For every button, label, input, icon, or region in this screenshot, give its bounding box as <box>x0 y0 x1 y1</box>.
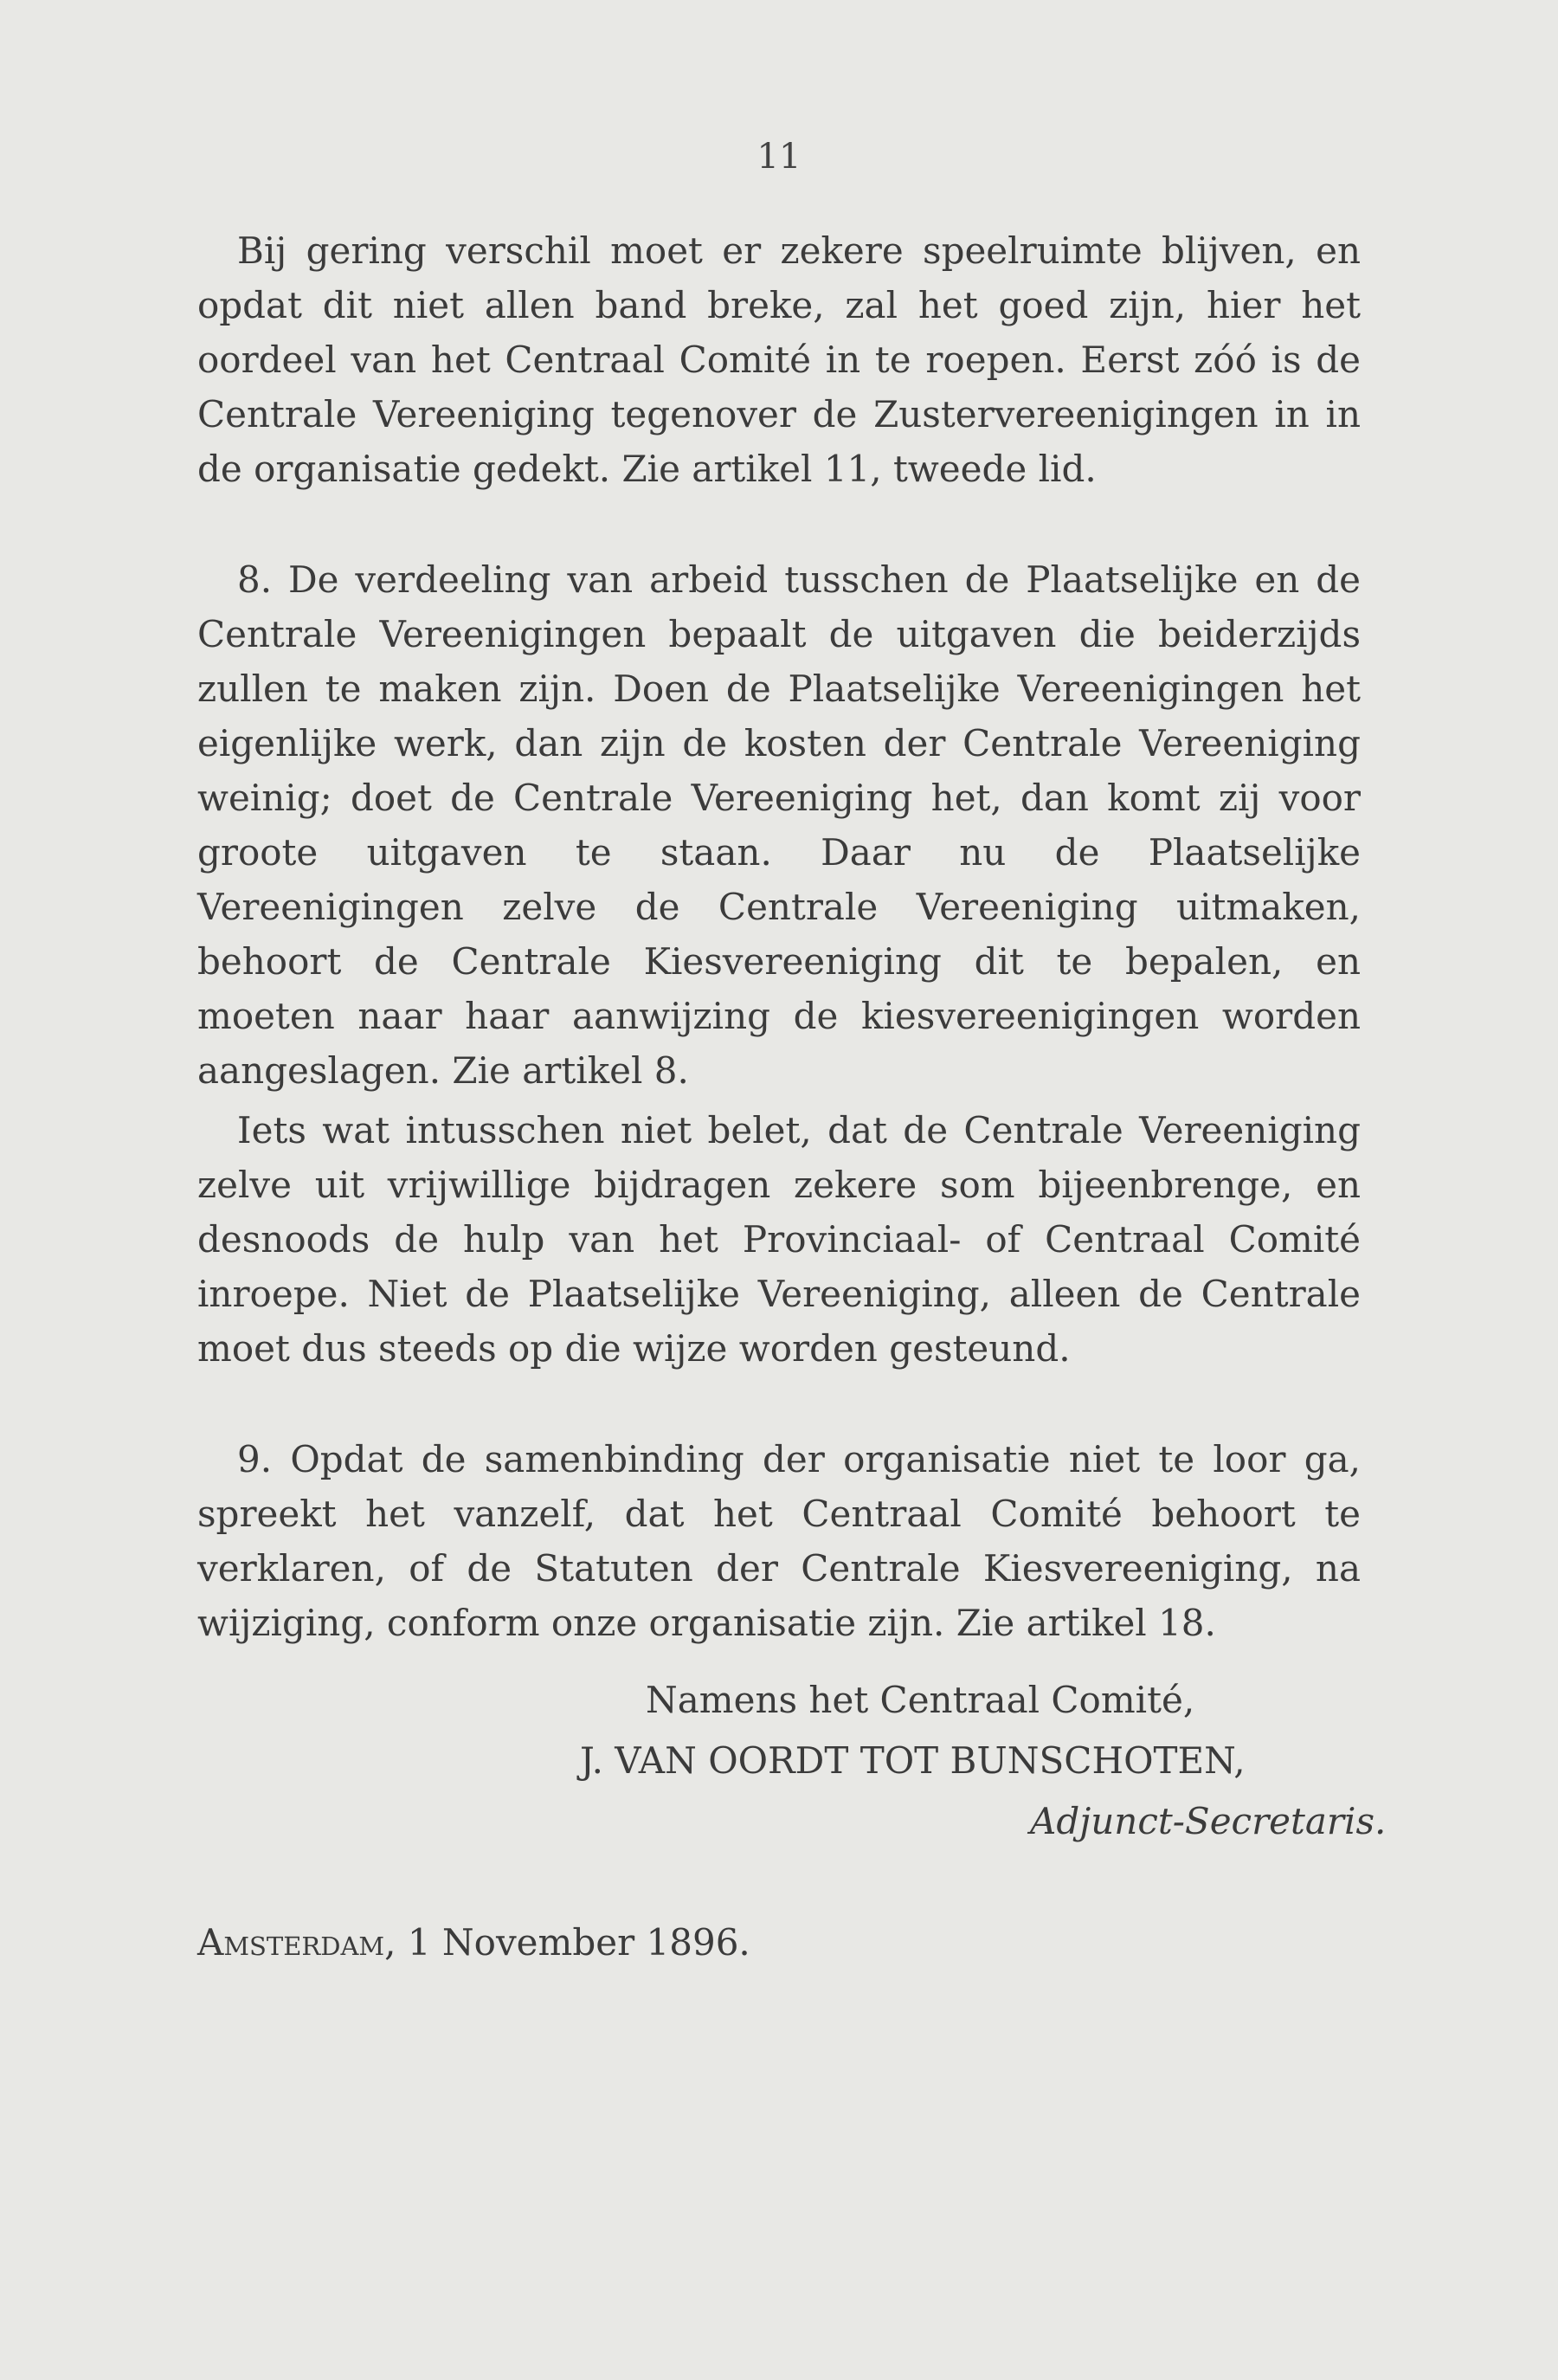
paragraph-2-block <box>197 552 1361 1098</box>
dateline-date: 1 November 1896. <box>407 1921 750 1964</box>
paragraph-4: 9. Opdat de samenbinding der organisatie niet te loor ga, spreekt het vanzelf, dat het Centraal Comité behoort te verklaren, of de Statuten der Centrale Kiesvereeniging, na wijziging, conform onze organisatie zijn. Zie artikel 18. <box>197 1438 1361 1644</box>
signature-on-behalf: Namens het Centraal Comité, <box>646 1679 1195 1721</box>
paragraph-3-block <box>197 1103 1361 1376</box>
paragraph-1: Bij gering verschil moet er zekere speelruimte blijven, en opdat dit niet allen band breke, zal het goed zijn, hier het oordeel van het Centraal Comité in te roepen. Eerst zóó is de Centrale Vereeniging tegenover de Zustervereenigingen in in de organisatie gedekt. Zie artikel 11, tweede lid. <box>197 229 1361 490</box>
paragraph-4-block <box>197 1432 1361 1650</box>
signature-name: J. VAN OORDT TOT BUNSCHOTEN, <box>580 1739 1246 1782</box>
signature-role: Adjunct-Secretaris. <box>1030 1800 1387 1842</box>
dateline-place: Amsterdam, <box>197 1921 396 1964</box>
paragraph-1-block <box>197 223 1361 496</box>
dateline <box>197 1915 750 1970</box>
paragraph-3: Iets wat intusschen niet belet, dat de Centrale Vereeniging zelve uit vrijwillige bijdragen zekere som bijeenbrenge, en desnoods de hulp van het Provinciaal- of Centraal Comité inroepe. Niet de Plaatselijke Vereeniging, alleen de Centrale moet dus steeds op die wijze worden gesteund. <box>197 1109 1361 1370</box>
paragraph-2: 8. De verdeeling van arbeid tusschen de Plaatselijke en de Centrale Vereenigingen bepaalt de uitgaven die beiderzijds zullen te maken zijn. Doen de Plaatselijke Vereenigingen het eigenlijke werk, dan zijn de kosten der Centrale Vereeniging weinig; doet de Centrale Vereeniging het, dan komt zij voor groote uitgaven te staan. Daar nu de Plaatselijke Vereenigingen zelve de Centrale Vereeniging uitmaken, behoort de Centrale Kiesvereeniging dit te bepalen, en moeten naar haar aanwijzing de kiesvereenigingen worden aangeslagen. Zie artikel 8. <box>197 558 1361 1092</box>
page-number: 11 <box>756 137 802 177</box>
